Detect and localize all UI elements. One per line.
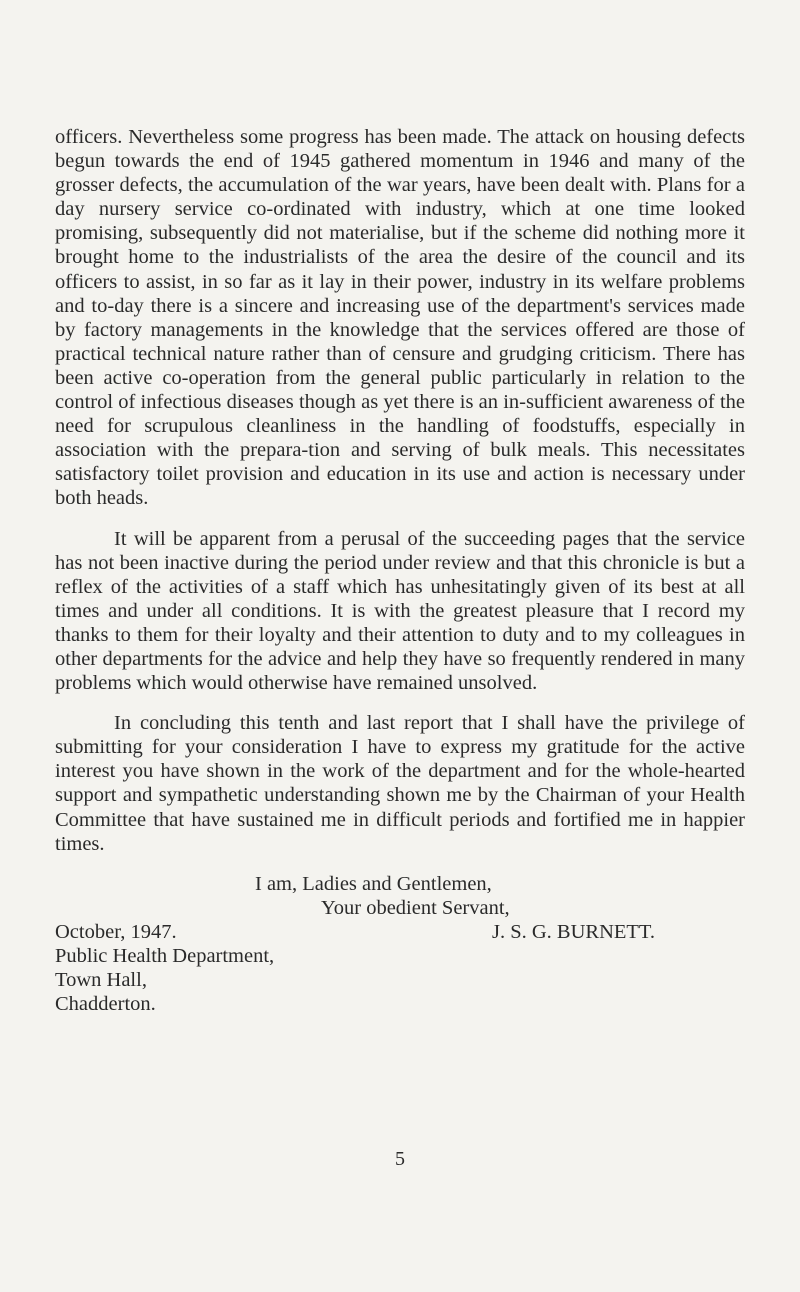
address-town: Chadderton. <box>55 992 156 1015</box>
paragraph-1: officers. Nevertheless some progress has been made. The attack on housing defects begun towards the end of 1945 gathered momentum in 1946 and many of the grosser defects, the accumulation of the war years, have been dealt with. Plans for a day nursery service co-ordinated with industry, which at one time looked promising, subsequently did not materialise, but if the scheme did nothing more it brought home to the industrialists of the area the desire of the council and its officers to assist, in so far as it lay in their power, industry in its welfare problems and to-day there is a sincere and increasing use of the department's services made by factory managements in the knowledge that the services offered are those of practical technical nature rather than of censure and grudging criticism. There has been active co-operation from the general public particularly in relation to the control of infectious diseases though as yet there is an in-sufficient awareness of the need for scrupulous cleanliness in the handling of foodstuffs, especially in association with the prepara-tion and serving of bulk meals. This necessitates satisfactory toilet provision and education in its use and action is necessary under both heads. <box>55 126 745 510</box>
address-hall: Town Hall, <box>55 968 147 991</box>
closing-block <box>55 872 745 1017</box>
obedient-servant: Your obedient Servant, <box>321 896 510 919</box>
letter-page <box>55 125 745 1017</box>
department-name: Public Health Department, <box>55 944 275 967</box>
signature-name: J. S. G. BURNETT. <box>492 920 656 943</box>
salutation: I am, Ladies and Gentlemen, <box>255 872 492 895</box>
page-number: 5 <box>395 1148 405 1170</box>
letter-date: October, 1947. <box>55 920 177 943</box>
paragraph-2: It will be apparent from a perusal of the succeeding pages that the service has not been inactive during the period under review and that this chronicle is but a reflex of the activities of a staff which has unhesitatingly given of its best at all times and under all conditions. It is with the greatest pleasure that I record my thanks to them for their loyalty and their attention to duty and to my colleagues in other departments for the advice and help they have so frequently rendered in many problems which would otherwise have remained unsolved. <box>55 527 745 695</box>
paragraph-3: In concluding this tenth and last report that I shall have the privilege of submitting for your consideration I have to express my gratitude for the active interest you have shown in the work of the department and for the whole-hearted support and sympathetic understanding shown me by the Chairman of your Health Committee that have sustained me in difficult periods and fortified me in happier times. <box>55 712 745 855</box>
